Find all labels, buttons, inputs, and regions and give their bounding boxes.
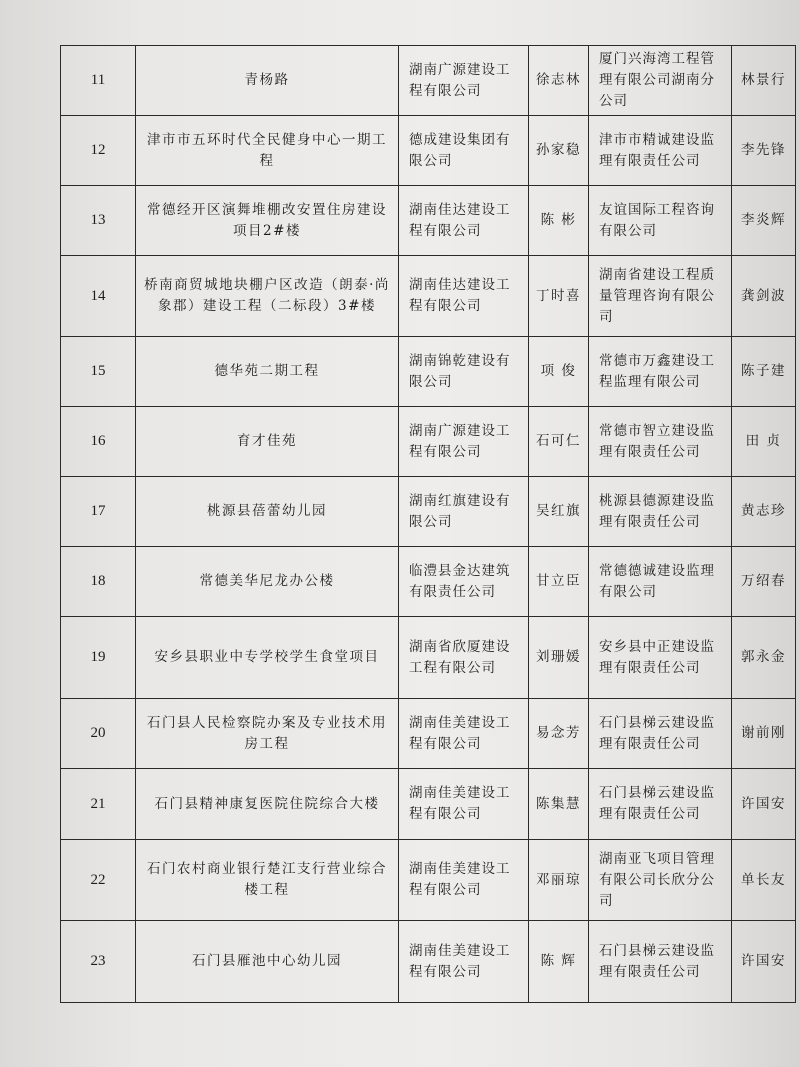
chief-supervisor: 万绍春: [732, 547, 796, 617]
project-manager: 项 俊: [529, 337, 589, 407]
contractor: 湖南省欣厦建设工程有限公司: [399, 617, 529, 699]
contractor: 湖南佳美建设工程有限公司: [399, 840, 529, 921]
chief-supervisor: 许国安: [732, 921, 796, 1003]
contractor: 湖南佳达建设工程有限公司: [399, 186, 529, 256]
table-row: [61, 699, 796, 769]
table-row: [61, 840, 796, 921]
row-number: 20: [61, 699, 136, 769]
supervision-company: 桃源县德源建设监理有限责任公司: [589, 477, 732, 547]
project-manager: 陈 辉: [529, 921, 589, 1003]
project-name: 石门县人民检察院办案及专业技术用房工程: [136, 699, 399, 769]
table-row: [61, 116, 796, 186]
project-table: [60, 45, 796, 1003]
contractor: 湖南佳美建设工程有限公司: [399, 921, 529, 1003]
row-number: 16: [61, 407, 136, 477]
row-number: 21: [61, 769, 136, 840]
chief-supervisor: 田 贞: [732, 407, 796, 477]
project-manager: 甘立臣: [529, 547, 589, 617]
contractor: 湖南佳美建设工程有限公司: [399, 699, 529, 769]
project-manager: 邓丽琼: [529, 840, 589, 921]
contractor: 湖南锦乾建设有限公司: [399, 337, 529, 407]
project-manager: 刘珊媛: [529, 617, 589, 699]
chief-supervisor: 郭永金: [732, 617, 796, 699]
supervision-company: 湖南亚飞项目管理有限公司长欣分公司: [589, 840, 732, 921]
row-number: 11: [61, 46, 136, 116]
project-manager: 徐志林: [529, 46, 589, 116]
project-name: 安乡县职业中专学校学生食堂项目: [136, 617, 399, 699]
supervision-company: 湖南省建设工程质量管理咨询有限公司: [589, 256, 732, 337]
table-row: [61, 256, 796, 337]
project-name: 津市市五环时代全民健身中心一期工程: [136, 116, 399, 186]
supervision-company: 石门县梯云建设监理有限责任公司: [589, 921, 732, 1003]
contractor: 湖南广源建设工程有限公司: [399, 46, 529, 116]
table-row: [61, 547, 796, 617]
contractor: 德成建设集团有限公司: [399, 116, 529, 186]
chief-supervisor: 单长友: [732, 840, 796, 921]
supervision-company: 石门县梯云建设监理有限责任公司: [589, 769, 732, 840]
chief-supervisor: 陈子建: [732, 337, 796, 407]
contractor: 湖南佳达建设工程有限公司: [399, 256, 529, 337]
table-row: [61, 617, 796, 699]
table-row: [61, 337, 796, 407]
project-manager: 孙家稳: [529, 116, 589, 186]
contractor: 湖南红旗建设有限公司: [399, 477, 529, 547]
supervision-company: 津市市精诚建设监理有限责任公司: [589, 116, 732, 186]
table-row: [61, 921, 796, 1003]
chief-supervisor: 黄志珍: [732, 477, 796, 547]
project-manager: 丁时喜: [529, 256, 589, 337]
project-name: 石门县精神康复医院住院综合大楼: [136, 769, 399, 840]
table-row: [61, 46, 796, 116]
table-row: [61, 477, 796, 547]
supervision-company: 常德市万鑫建设工程监理有限公司: [589, 337, 732, 407]
contractor: 湖南佳美建设工程有限公司: [399, 769, 529, 840]
chief-supervisor: 林景行: [732, 46, 796, 116]
project-name: 育才佳苑: [136, 407, 399, 477]
chief-supervisor: 谢前刚: [732, 699, 796, 769]
contractor: 湖南广源建设工程有限公司: [399, 407, 529, 477]
supervision-company: 石门县梯云建设监理有限责任公司: [589, 699, 732, 769]
project-name: 石门县雁池中心幼儿园: [136, 921, 399, 1003]
contractor: 临澧县金达建筑有限责任公司: [399, 547, 529, 617]
row-number: 13: [61, 186, 136, 256]
chief-supervisor: 许国安: [732, 769, 796, 840]
project-name: 石门农村商业银行楚江支行营业综合楼工程: [136, 840, 399, 921]
supervision-company: 安乡县中正建设监理有限责任公司: [589, 617, 732, 699]
supervision-company: 厦门兴海湾工程管理有限公司湖南分公司: [589, 46, 732, 116]
project-manager: 石可仁: [529, 407, 589, 477]
row-number: 12: [61, 116, 136, 186]
chief-supervisor: 龚剑波: [732, 256, 796, 337]
project-name: 常德经开区演舞堆棚改安置住房建设项目2#楼: [136, 186, 399, 256]
supervision-company: 常德德诚建设监理有限公司: [589, 547, 732, 617]
project-name: 常德美华尼龙办公楼: [136, 547, 399, 617]
project-manager: 陈集慧: [529, 769, 589, 840]
supervision-company: 常德市智立建设监理有限责任公司: [589, 407, 732, 477]
project-manager: 陈 彬: [529, 186, 589, 256]
row-number: 22: [61, 840, 136, 921]
project-name: 桃源县蓓蕾幼儿园: [136, 477, 399, 547]
project-name: 桥南商贸城地块棚户区改造（朗泰·尚象郡）建设工程（二标段）3#楼: [136, 256, 399, 337]
chief-supervisor: 李炎辉: [732, 186, 796, 256]
row-number: 17: [61, 477, 136, 547]
document-page: [60, 45, 786, 1003]
project-name: 青杨路: [136, 46, 399, 116]
chief-supervisor: 李先锋: [732, 116, 796, 186]
row-number: 18: [61, 547, 136, 617]
supervision-company: 友谊国际工程咨询有限公司: [589, 186, 732, 256]
project-manager: 吴红旗: [529, 477, 589, 547]
row-number: 14: [61, 256, 136, 337]
row-number: 23: [61, 921, 136, 1003]
project-name: 德华苑二期工程: [136, 337, 399, 407]
table-row: [61, 186, 796, 256]
project-manager: 易念芳: [529, 699, 589, 769]
row-number: 15: [61, 337, 136, 407]
row-number: 19: [61, 617, 136, 699]
table-row: [61, 407, 796, 477]
table-row: [61, 769, 796, 840]
